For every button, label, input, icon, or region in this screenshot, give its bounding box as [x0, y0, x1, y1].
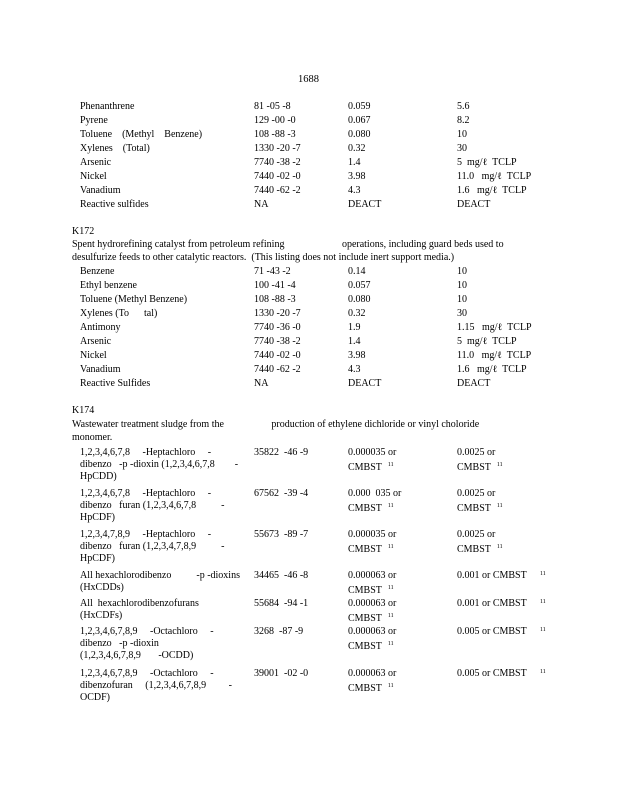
wastewater-standard: 3.98: [348, 350, 366, 361]
k174-description-line-1: Wastewater treatment sludge from the production of ethylene dichloride or vinyl choloride: [72, 419, 480, 430]
nonwastewater-standard: 30: [457, 308, 467, 319]
table-row: [0, 294, 618, 308]
wastewater-standard: 1.4: [348, 157, 361, 168]
wastewater-standard: [348, 598, 396, 625]
table-row: [0, 364, 618, 378]
table-row: [0, 266, 618, 280]
footnote-marker: 11: [387, 585, 394, 591]
nonwastewater-standard: DEACT: [457, 199, 491, 210]
cas-number: 7440 -62 -2: [254, 185, 301, 196]
wastewater-standard: [348, 570, 396, 597]
k172-description-line-2: desulfurize feeds to other catalytic reactors. (This listing does not include inert support media.): [72, 252, 455, 263]
nonwastewater-standard: [457, 447, 503, 474]
nonwastewater-standard-line: 0.001 or CMBST: [457, 598, 527, 609]
wastewater-standard: 0.067: [348, 115, 371, 126]
table-row: [0, 129, 618, 143]
constituent-name: Arsenic: [80, 157, 112, 168]
footnote-marker: 11: [387, 544, 394, 550]
nonwastewater-standard-line: 0.0025 or: [457, 447, 496, 458]
nonwastewater-standard-line: CMBST $^{11}$: [457, 544, 503, 555]
cas-number: 67562 -39 -4: [254, 488, 309, 499]
nonwastewater-standard: 1.6 mg/ℓ TCLP: [457, 185, 527, 196]
cas-number: 108 -88 -3: [254, 129, 296, 140]
cas-number: 55673 -89 -7: [254, 529, 309, 540]
wastewater-standard: DEACT: [348, 199, 382, 210]
nonwastewater-standard: 1.15 mg/ℓ TCLP: [457, 322, 532, 333]
nonwastewater-standard: 5.6: [457, 101, 470, 112]
constituent-name: Vanadium: [80, 185, 121, 196]
nonwastewater-standard: [457, 529, 503, 556]
cas-number: 34465 -46 -8: [254, 570, 309, 581]
nonwastewater-standard: [457, 668, 527, 680]
wastewater-standard-line: 0.000063 or: [348, 626, 397, 637]
footnote-marker: 11: [387, 462, 394, 468]
nonwastewater-standard: DEACT: [457, 378, 491, 389]
table-row: [0, 157, 618, 171]
wastewater-standard-line: 0.000 035 or: [348, 488, 402, 499]
wastewater-standard: [348, 488, 401, 515]
wastewater-standard: [348, 529, 396, 556]
nonwastewater-standard: 10: [457, 266, 467, 277]
cas-number: 39001 -02 -0: [254, 668, 309, 679]
constituent-name: Benzene: [80, 266, 115, 277]
nonwastewater-standard: 1.6 mg/ℓ TCLP: [457, 364, 527, 375]
cas-number: 7440 -02 -0: [254, 171, 301, 182]
constituent-name: Nickel: [80, 171, 107, 182]
table-row: [0, 115, 618, 129]
footnote-marker: 11: [387, 613, 394, 619]
constituent-name: 1,2,3,4,6,7,8 -Heptachloro - dibenzo furan (1,2,3,4,6,7,8 - HpCDF): [80, 488, 225, 523]
k174-code: K174: [72, 405, 95, 416]
wastewater-standard: 0.057: [348, 280, 371, 291]
cas-number: 7440 -02 -0: [254, 350, 301, 361]
nonwastewater-standard: [457, 598, 527, 610]
constituent-name: Xylenes (Total): [80, 143, 150, 154]
cas-number: NA: [254, 199, 269, 210]
constituent-name: Toluene (Methyl Benzene): [80, 129, 203, 140]
nonwastewater-standard-line: 0.001 or CMBST: [457, 570, 527, 581]
constituent-name: Reactive sulfides: [80, 199, 149, 210]
footnote-marker: 11: [496, 462, 503, 468]
nonwastewater-standard: 10: [457, 280, 467, 291]
nonwastewater-standard: 30: [457, 143, 467, 154]
table-row: [0, 280, 618, 294]
nonwastewater-standard: 10: [457, 294, 467, 305]
nonwastewater-standard-line: 0.0025 or: [457, 529, 496, 540]
wastewater-standard: 1.4: [348, 336, 361, 347]
footnote-marker: 11: [540, 627, 546, 633]
footnote-marker: 11: [387, 683, 394, 689]
cas-number: 3268 -87 -9: [254, 626, 304, 637]
constituent-name: Ethyl benzene: [80, 280, 137, 291]
wastewater-standard: 1.9: [348, 322, 361, 333]
constituent-name: 1,2,3,4,6,7,8,9 -Octachloro - dibenzofuran (1,2,3,4,6,7,8,9 - OCDF): [80, 668, 232, 703]
cas-number: 55684 -94 -1: [254, 598, 309, 609]
table-row: [0, 350, 618, 364]
nonwastewater-standard: 11.0 mg/ℓ TCLP: [457, 171, 532, 182]
wastewater-standard-line: 0.000063 or: [348, 570, 397, 581]
table-row: [0, 199, 618, 213]
wastewater-standard: 0.080: [348, 129, 371, 140]
constituent-name: Reactive Sulfides: [80, 378, 151, 389]
nonwastewater-standard: 5 mg/ℓ TCLP: [457, 336, 517, 347]
nonwastewater-standard: [457, 626, 527, 638]
nonwastewater-standard: [457, 570, 527, 582]
table-row: [0, 101, 618, 115]
constituent-name: Phenanthrene: [80, 101, 135, 112]
wastewater-standard-line: 0.000035 or: [348, 529, 397, 540]
wastewater-standard: 0.059: [348, 101, 371, 112]
cas-number: 71 -43 -2: [254, 266, 291, 277]
wastewater-standard-line: CMBST $^{11}$: [348, 641, 394, 652]
k174-description-line-2: monomer.: [72, 432, 113, 443]
nonwastewater-standard-line: 0.005 or CMBST: [457, 668, 527, 679]
constituent-name: Arsenic: [80, 336, 112, 347]
constituent-name: 1,2,3,4,6,7,8 -Heptachloro - dibenzo -p -dioxin (1,2,3,4,6,7,8 - HpCDD): [80, 447, 239, 482]
footnote-marker: 11: [496, 503, 503, 509]
wastewater-standard-line: 0.000063 or: [348, 668, 397, 679]
constituent-name: 1,2,3,4,6,7,8,9 -Octachloro - dibenzo -p -dioxin (1,2,3,4,6,7,8,9 -OCDD): [80, 626, 214, 661]
cas-number: 81 -05 -8: [254, 101, 291, 112]
cas-number: 129 -00 -0: [254, 115, 296, 126]
cas-number: 7740 -36 -0: [254, 322, 301, 333]
wastewater-standard-line: CMBST $^{11}$: [348, 462, 394, 473]
constituent-name: Antimony: [80, 322, 121, 333]
wastewater-standard: 0.14: [348, 266, 366, 277]
wastewater-standard: 0.32: [348, 308, 366, 319]
nonwastewater-standard: [457, 488, 503, 515]
cas-number: 100 -41 -4: [254, 280, 296, 291]
page-number: 1688: [298, 74, 319, 85]
wastewater-standard-line: 0.000035 or: [348, 447, 397, 458]
nonwastewater-standard: 10: [457, 129, 467, 140]
wastewater-standard: 0.080: [348, 294, 371, 305]
footnote-marker: 11: [540, 599, 546, 605]
wastewater-standard-line: CMBST $^{11}$: [348, 503, 394, 514]
wastewater-standard-line: CMBST $^{11}$: [348, 585, 394, 596]
nonwastewater-standard-line: 0.0025 or: [457, 488, 496, 499]
table-row: [0, 185, 618, 199]
k172-description-line-1: Spent hydrorefining catalyst from petroleum refining operations, including guard beds used to: [72, 239, 504, 250]
wastewater-standard: [348, 668, 396, 695]
footnote-marker: 11: [496, 544, 503, 550]
nonwastewater-standard-line: CMBST $^{11}$: [457, 503, 503, 514]
constituent-name: 1,2,3,4,7,8,9 -Heptachloro - dibenzo furan (1,2,3,4,7,8,9 - HpCDF): [80, 529, 225, 564]
wastewater-standard: 0.32: [348, 143, 366, 154]
wastewater-standard-line: CMBST $^{11}$: [348, 613, 394, 624]
footnote-marker: 11: [540, 571, 546, 577]
footnote-marker: 11: [387, 641, 394, 647]
constituent-name: All hexachlorodibenzofurans (HxCDFs): [80, 598, 199, 621]
wastewater-standard-line: CMBST $^{11}$: [348, 683, 394, 694]
nonwastewater-standard-line: 0.005 or CMBST: [457, 626, 527, 637]
table-row: [0, 143, 618, 157]
constituent-name: Pyrene: [80, 115, 108, 126]
cas-number: 1330 -20 -7: [254, 308, 301, 319]
constituent-name: Vanadium: [80, 364, 121, 375]
footnote-marker: 11: [387, 503, 394, 509]
cas-number: 7740 -38 -2: [254, 336, 301, 347]
wastewater-standard: 3.98: [348, 171, 366, 182]
constituent-name: Toluene (Methyl Benzene): [80, 294, 188, 305]
cas-number: 7440 -62 -2: [254, 364, 301, 375]
wastewater-standard: DEACT: [348, 378, 382, 389]
cas-number: 7740 -38 -2: [254, 157, 301, 168]
k172-code: K172: [72, 226, 95, 237]
wastewater-standard: 4.3: [348, 364, 361, 375]
cas-number: 1330 -20 -7: [254, 143, 301, 154]
nonwastewater-standard-line: CMBST $^{11}$: [457, 462, 503, 473]
cas-number: 108 -88 -3: [254, 294, 296, 305]
wastewater-standard: [348, 626, 396, 653]
constituent-name: All hexachlorodibenzo -p -dioxins (HxCDDs): [80, 570, 240, 593]
constituent-name: Nickel: [80, 350, 107, 361]
cas-number: NA: [254, 378, 269, 389]
footnote-marker: 11: [540, 669, 546, 675]
table-row: [0, 336, 618, 350]
wastewater-standard: 4.3: [348, 185, 361, 196]
nonwastewater-standard: 5 mg/ℓ TCLP: [457, 157, 517, 168]
wastewater-standard: [348, 447, 396, 474]
table-row: [0, 308, 618, 322]
table-row: [0, 171, 618, 185]
table-row: [0, 322, 618, 336]
constituent-name: Xylenes (To tal): [80, 308, 158, 319]
wastewater-standard-line: CMBST $^{11}$: [348, 544, 394, 555]
nonwastewater-standard: 11.0 mg/ℓ TCLP: [457, 350, 532, 361]
wastewater-standard-line: 0.000063 or: [348, 598, 397, 609]
nonwastewater-standard: 8.2: [457, 115, 470, 126]
cas-number: 35822 -46 -9: [254, 447, 309, 458]
table-row: [0, 378, 618, 392]
